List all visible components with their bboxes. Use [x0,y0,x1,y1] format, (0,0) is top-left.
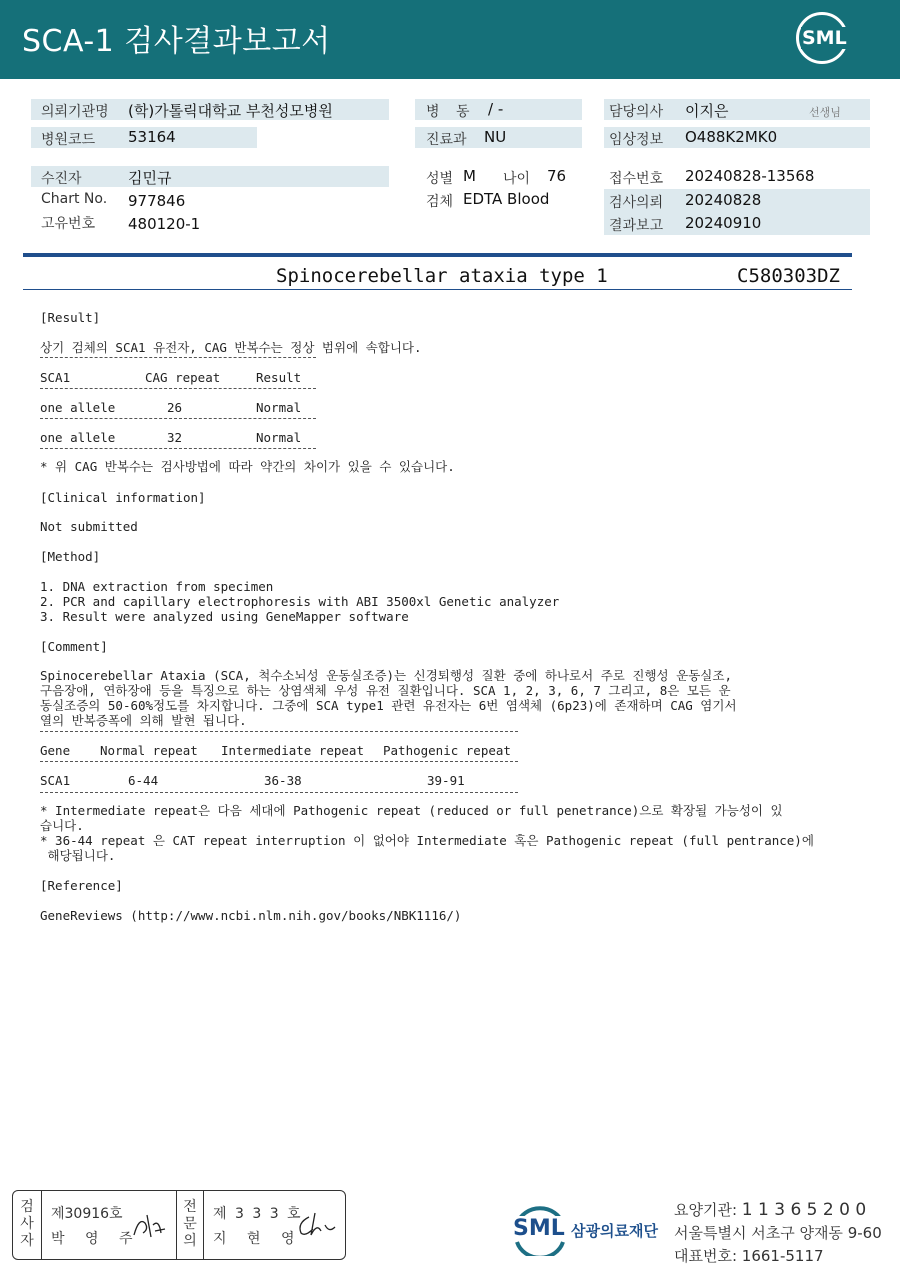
test-name: Spinocerebellar ataxia type 1 [276,265,608,287]
hospital-name: (학)가톨릭대학교 부천성모병원 [128,102,333,120]
repeat-col-intermediate: Intermediate repeat [221,743,364,758]
report-date: 20240910 [685,214,762,232]
unique-id: 480120-1 [128,215,201,233]
patient-name: 김민규 [128,169,172,187]
sex-value: M [463,167,476,185]
specimen-value: EDTA Blood [463,190,550,208]
divider-thick [23,253,852,257]
chart-label: Chart No. [41,191,108,207]
comment-note: 습니다. [40,818,84,833]
repeat-col-pathogenic: Pathogenic repeat [383,743,511,758]
footer-logo-text: SML [513,1216,565,1241]
specialist-signature [295,1209,339,1241]
method-line: 2. PCR and capillary electrophoresis with ABI 3500xl Genetic analyzer [40,594,560,609]
address: 서울특별시 서초구 양재동 9-60 [674,1224,882,1242]
clinical-info-label: 임상정보 [609,132,664,148]
allele-result-1: Normal [256,400,302,415]
hospital-label: 의뢰기관명 [41,104,109,120]
reference-link[interactable]: GeneReviews (http://www.ncbi.nlm.nih.gov/books/NBK1116/) [40,908,462,923]
result-note: * 위 CAG 반복수는 검사방법에 따라 약간의 차이가 있을 수 있습니다. [40,459,455,474]
comment-line: 구음장애, 연하장애 등을 특징으로 하는 상염색체 우성 유전 질환입니다. SCA 1, 2, 3, 6, 7 그리고, 8은 모든 운 [40,683,731,698]
phone-label: 대표번호: [674,1247,738,1265]
specialist-name: 지 현 영 [213,1231,303,1247]
phone-number: 1661-5117 [741,1247,824,1265]
dept-value: NU [484,128,507,146]
repeat-col-gene: Gene [40,743,71,758]
result-col-repeat: CAG repeat [145,370,221,385]
report-title: SCA-1 검사결과보고서 [22,24,331,59]
intermediate-range: 36-38 [264,773,302,788]
specialist-license: 제 3 3 3 호 [213,1206,303,1222]
clinical-info-value: O488K2MK0 [685,128,778,146]
examiner-signature [131,1211,169,1241]
table-row: SCA1 [40,773,71,788]
divider-thin [23,289,852,290]
report-date-label: 결과보고 [609,218,664,234]
dept-label: 진료과 [426,132,467,148]
method-heading: [Method] [40,549,101,564]
test-code: C580303DZ [737,265,840,287]
request-date: 20240828 [685,191,762,209]
result-col-result: Result [256,370,302,385]
clinical-heading: [Clinical information] [40,490,206,505]
examiner-name: 박 영 주 [51,1231,141,1247]
pathogenic-range: 39-91 [427,773,465,788]
institution-label: 요양기관: [674,1201,738,1219]
patient-label: 수진자 [41,171,82,187]
doctor-suffix: 선생님 [809,106,841,119]
table-row: one allele [40,430,116,445]
result-heading: [Result] [40,310,101,325]
signature-box [12,1190,346,1260]
examiner-license: 제30916호 [51,1206,123,1222]
examiner-label: 검사자 [20,1199,34,1249]
institution-number: 1 1 3 6 5 2 0 0 [741,1200,867,1220]
age-label: 나이 [503,171,531,187]
receipt-label: 접수번호 [609,171,664,187]
hospital-code-label: 병원코드 [41,132,96,148]
report-header [0,0,900,79]
sex-label: 성별 [426,171,454,187]
clinical-text: Not submitted [40,519,138,534]
allele-repeat-2: 32 [167,430,183,445]
result-summary: 상기 검체의 SCA1 유전자, CAG 반복수는 정상 범위에 속합니다. [40,340,422,355]
unique-id-label: 고유번호 [41,216,96,232]
reference-heading: [Reference] [40,878,123,893]
receipt-number: 20240828-13568 [685,167,815,185]
footer-logo [511,1202,661,1256]
comment-note: 해당됩니다. [40,848,116,863]
comment-note: * 36-44 repeat 은 CAT repeat interruption 이 없어야 Intermediate 혹은 Pathogenic repeat (full pentrance)에 [40,833,814,848]
repeat-col-normal: Normal repeat [100,743,198,758]
request-date-label: 검사의뢰 [609,195,664,211]
allele-repeat-1: 26 [167,400,183,415]
hospital-code: 53164 [128,128,176,146]
comment-note: * Intermediate repeat은 다음 세대에 Pathogenic repeat (reduced or full penetrance)으로 확장될 가능성이 있 [40,803,783,818]
specialist-label: 전문의 [183,1199,197,1249]
comment-line: 동실조증의 50-60%정도를 차지합니다. 그중에 SCA type1 관련 유전자는 6번 염색체 (6p23)에 존재하며 CAG 염기서 [40,698,737,713]
allele-result-2: Normal [256,430,302,445]
specimen-label: 검체 [426,194,454,210]
sml-logo [796,12,856,66]
method-line: 3. Result were analyzed using GeneMapper software [40,609,409,624]
logo-text: SML [802,27,847,49]
result-col-gene: SCA1 [40,370,71,385]
ward-value: / - [488,100,504,118]
ward-label: 병 동 [426,104,476,120]
comment-heading: [Comment] [40,639,108,654]
normal-range: 6-44 [128,773,159,788]
method-line: 1. DNA extraction from specimen [40,579,274,594]
comment-line: Spinocerebellar Ataxia (SCA, 척수소뇌성 운동실조증)는 신경퇴행성 질환 중에 하나로서 주로 진행성 운동실조, [40,668,732,683]
doctor-label: 담당의사 [609,104,664,120]
table-row: one allele [40,400,116,415]
age-value: 76 [547,167,567,185]
comment-line: 열의 반복증폭에 의해 발현 됩니다. [40,713,247,728]
org-name: 삼광의료재단 [571,1222,658,1240]
doctor-name: 이지은 [685,102,729,120]
chart-number: 977846 [128,192,186,210]
